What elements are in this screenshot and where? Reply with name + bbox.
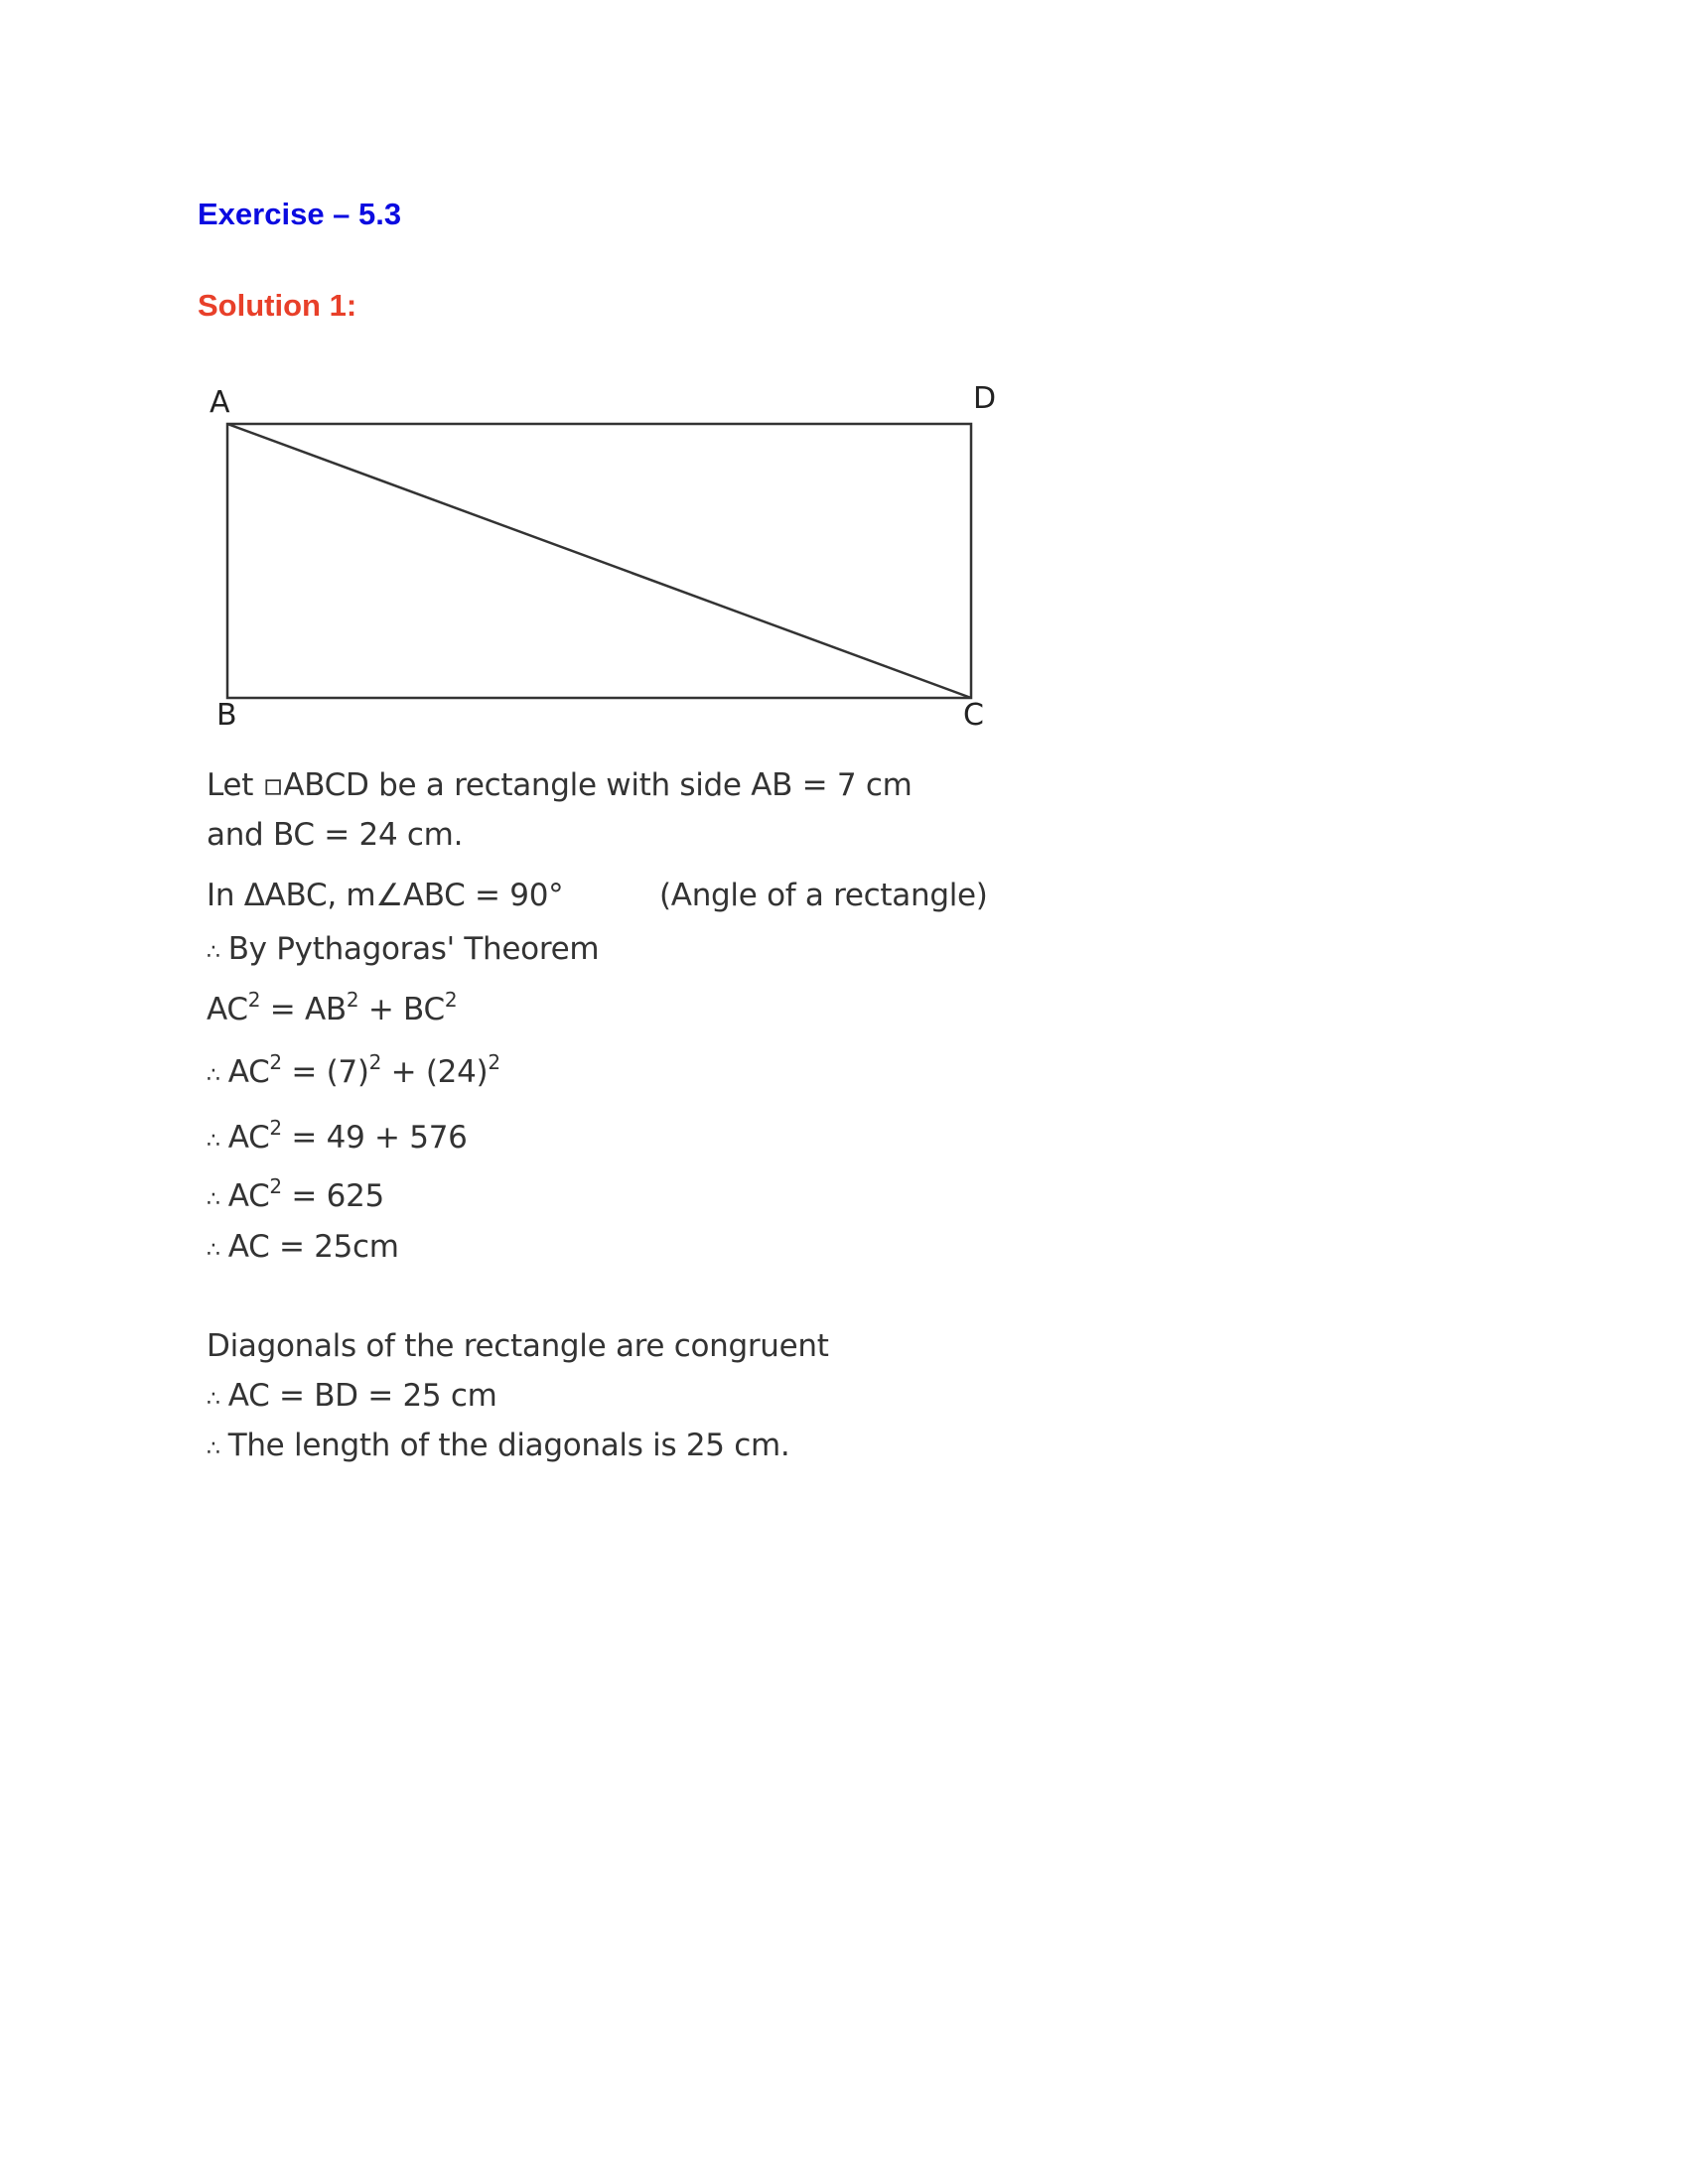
therefore-symbol: ∴ [207,1063,220,1088]
text-line: and BC = 24 cm. [207,817,464,853]
rectangle-figure [0,0,1688,794]
text: The length of the diagonals is 25 cm. [227,1428,790,1463]
therefore-symbol: ∴ [207,1129,220,1154]
exponent: 2 [269,1174,282,1198]
text: AC [207,992,248,1027]
equation-line [207,1229,399,1265]
therefore-symbol: ∴ [207,1387,220,1412]
exercise-heading: Exercise – 5.3 [198,197,402,231]
text: By Pythagoras' Theorem [227,931,600,967]
vertex-label-d: D [973,381,997,416]
text: = 49 + 576 [281,1120,468,1156]
exponent: 2 [488,1050,500,1074]
text-line [207,931,599,967]
vertex-label-b: B [216,698,237,733]
exponent: 2 [269,1050,282,1074]
vertex-label-a: A [210,385,230,420]
therefore-symbol: ∴ [207,1238,220,1263]
conclusion-line [207,1428,789,1463]
text: AC = BD = 25 cm [227,1378,497,1414]
equation-line [207,988,458,1027]
given-angle: In ΔABC, m∠ABC = 90° [207,878,564,913]
text: AC [227,1178,270,1214]
text: AC = 25cm [227,1229,399,1265]
vertex-label-c: C [963,698,984,733]
exponent: 2 [368,1050,382,1074]
equation-line [207,1116,468,1156]
therefore-symbol: ∴ [207,1436,220,1461]
exponent: 2 [346,988,359,1012]
text: + BC [358,992,445,1027]
exponent: 2 [269,1116,282,1140]
therefore-symbol: ∴ [207,1187,220,1212]
exponent: 2 [247,988,261,1012]
text-line [207,878,988,913]
text: = AB [260,992,347,1027]
text: AC [227,1120,270,1156]
text: = (7) [281,1054,369,1090]
text-line [207,1378,497,1414]
solution-heading: Solution 1: [198,288,357,323]
reason: (Angle of a rectangle) [659,878,988,913]
text-line: Let ▫ABCD be a rectangle with side AB = 7 cm [207,767,913,803]
text: = 625 [281,1178,384,1214]
equation-line [207,1174,384,1214]
equation-line [207,1050,500,1090]
text: AC [227,1054,270,1090]
diagonal-ac [227,424,971,698]
text-line: Diagonals of the rectangle are congruent [207,1328,829,1364]
text: + (24) [381,1054,489,1090]
therefore-symbol: ∴ [207,940,220,965]
exponent: 2 [444,988,458,1012]
